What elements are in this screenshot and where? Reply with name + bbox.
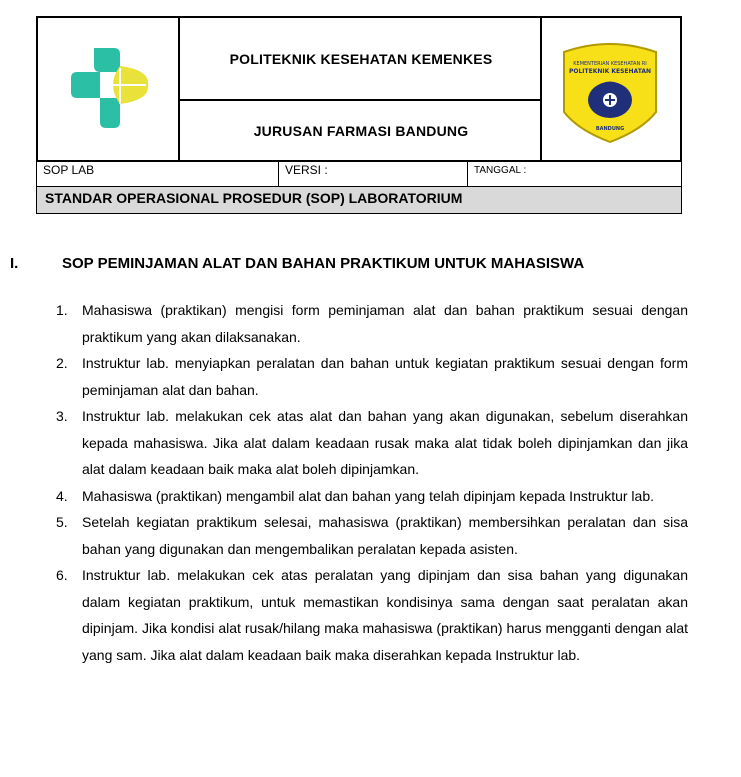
step-number: 6. bbox=[56, 567, 68, 583]
list-item bbox=[46, 483, 688, 510]
step-text: Instruktur lab. melakukan cek atas peralatan yang dipinjam dan sisa bahan yang digunakan dalam kegiatan praktikum, untuk memastikan kondisinya sama dengan saat peralatan akan dipinjam. Jika kondisi alat rusak/hilang maka mahasiswa (praktikan) harus mengganti dengan alat yang sam. Jika alat dalam keadaan baik maka diserahkan kepada Instruktur lab. bbox=[82, 567, 688, 663]
versi-label: VERSI : bbox=[279, 161, 468, 186]
logo-bottom-text: BANDUNG bbox=[595, 126, 625, 132]
step-number: 4. bbox=[56, 487, 68, 504]
poltekkes-logo bbox=[540, 18, 680, 160]
step-text: Instruktur lab. melakukan cek atas alat dan bahan yang akan digunakan, sebelum diserahkan kepada mahasiswa. Jika alat dalam keadaan rusak maka alat tidak boleh dipinjamkan dan jika alat dalam keadaan baik maka alat boleh dipinjamkan. bbox=[82, 408, 688, 477]
step-text: Mahasiswa (praktikan) mengisi form peminjaman alat dan bahan praktikum sesuai dengan praktikum yang akan dilaksanakan. bbox=[82, 302, 688, 345]
step-text: Instruktur lab. menyiapkan peralatan dan bahan untuk kegiatan praktikum sesuai dengan form peminjaman alat dan bahan. bbox=[82, 355, 688, 398]
logo-arc-text: POLITEKNIK KESEHATAN bbox=[568, 68, 652, 75]
list-item bbox=[46, 403, 688, 483]
logo-top-text: KEMENTERIAN KESEHATAN RI bbox=[573, 61, 647, 67]
step-number: 5. bbox=[56, 514, 68, 530]
step-number: 3. bbox=[56, 408, 68, 424]
header-table bbox=[36, 16, 682, 162]
steps-list bbox=[46, 297, 688, 668]
list-item bbox=[46, 297, 688, 350]
section-title: SOP PEMINJAMAN ALAT DAN BAHAN PRAKTIKUM UNTUK MAHASISWA bbox=[62, 255, 585, 272]
kemenkes-logo-icon bbox=[38, 18, 178, 158]
section-number: I. bbox=[10, 255, 19, 272]
info-row bbox=[36, 161, 682, 187]
step-text: Setelah kegiatan praktikum selesai, mahasiswa (praktikan) membersihkan peralatan dan sisa bahan yang digunakan dan mengembalikan peralatan kepada asisten. bbox=[82, 514, 688, 557]
sop-lab-label: SOP LAB bbox=[37, 161, 279, 186]
poltekkes-shield-icon bbox=[542, 18, 678, 158]
list-item bbox=[46, 509, 688, 562]
step-text: Mahasiswa (praktikan) mengambil alat dan bahan yang telah dipinjam kepada Instruktur lab. bbox=[82, 487, 654, 504]
step-number: 1. bbox=[56, 302, 68, 318]
kemenkes-logo bbox=[38, 18, 180, 160]
institution-title: POLITEKNIK KESEHATAN KEMENKES bbox=[180, 18, 542, 101]
sop-title-bar: STANDAR OPERASIONAL PROSEDUR (SOP) LABORATORIUM bbox=[36, 186, 682, 214]
list-item bbox=[46, 350, 688, 403]
list-item bbox=[46, 562, 688, 668]
tanggal-label: TANGGAL : bbox=[474, 165, 527, 176]
department-title: JURUSAN FARMASI BANDUNG bbox=[253, 122, 469, 139]
step-number: 2. bbox=[56, 355, 68, 371]
